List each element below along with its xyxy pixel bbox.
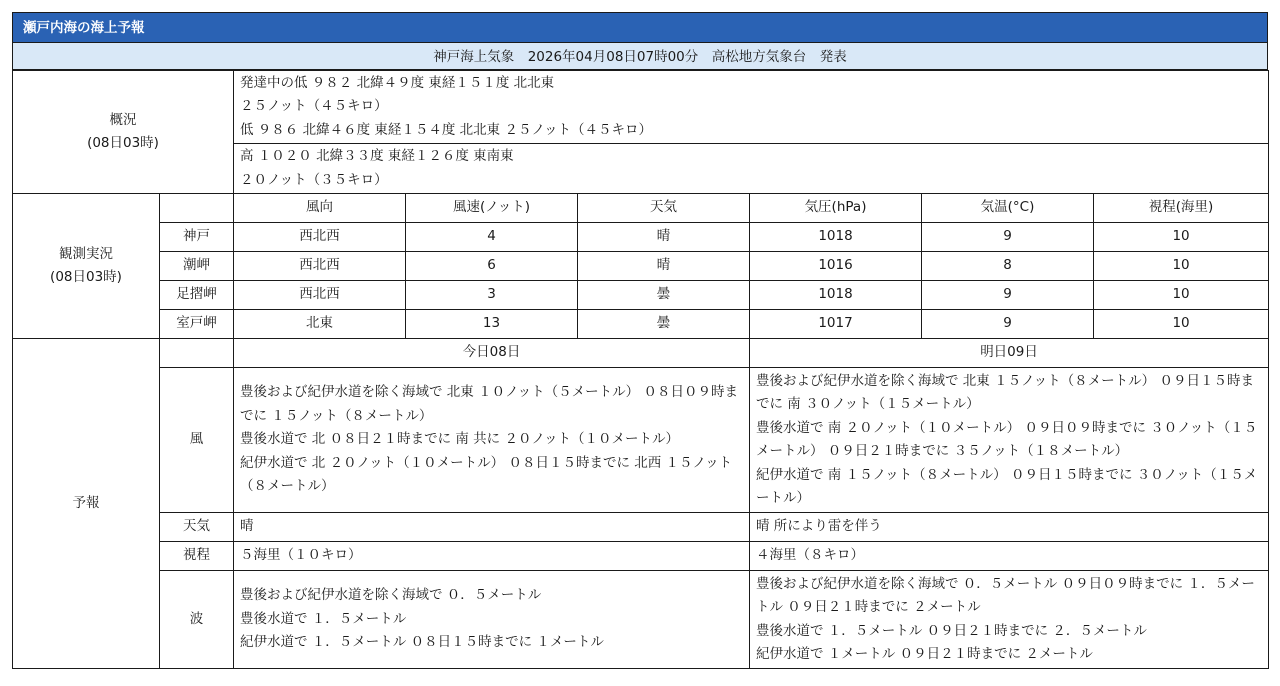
obs-cell: 1016 xyxy=(750,252,922,281)
forecast-line: 晴 xyxy=(240,518,254,535)
overview-label-cell xyxy=(13,71,234,194)
forecast-day2-cell xyxy=(750,571,1269,669)
forecast-row-label: 風 xyxy=(160,368,234,513)
obs-cell: 4 xyxy=(406,223,578,252)
forecast-row-waves xyxy=(13,571,1269,669)
observation-label-cell xyxy=(13,194,160,339)
forecast-line: 豊後および紀伊水道を除く海域で ０．５メートル xyxy=(240,587,542,604)
overview-block-1 xyxy=(234,71,1269,144)
obs-header: 天気 xyxy=(578,194,750,223)
forecast-day1-cell xyxy=(234,513,750,542)
page-title: 瀬戸内海の海上予報 xyxy=(12,12,1268,42)
obs-cell: 西北西 xyxy=(234,252,406,281)
forecast-day1-cell xyxy=(234,542,750,571)
station-name: 神戸 xyxy=(160,223,234,252)
forecast-line: 豊後および紀伊水道を除く海域で 北東 １０ノット（５メートル） ０８日０９時までに １５ノット（８メートル） xyxy=(240,384,738,424)
obs-cell: 曇 xyxy=(578,281,750,310)
obs-cell: 1018 xyxy=(750,223,922,252)
obs-cell: 曇 xyxy=(578,310,750,339)
forecast-row-label: 天気 xyxy=(160,513,234,542)
table-row xyxy=(13,252,1269,281)
forecast-day1-header: 今日08日 xyxy=(234,339,750,368)
forecast-row-label: 波 xyxy=(160,571,234,669)
obs-cell: 9 xyxy=(922,223,1094,252)
forecast-row-label: 視程 xyxy=(160,542,234,571)
issuance-subtitle: 神戸海上気象 2026年04月08日07時00分 高松地方気象台 発表 xyxy=(12,42,1268,70)
obs-cell: 1018 xyxy=(750,281,922,310)
obs-header: 視程(海里) xyxy=(1094,194,1269,223)
station-name: 室戸岬 xyxy=(160,310,234,339)
overview-line: 低 ９８６ 北緯４６度 東経１５４度 北北東 ２５ノット（４５キロ） xyxy=(240,121,653,138)
forecast-row-weather xyxy=(13,513,1269,542)
forecast-label: 予報 xyxy=(13,339,160,669)
observation-time: (08日03時) xyxy=(50,269,122,285)
obs-cell: 10 xyxy=(1094,281,1269,310)
forecast-line: ５海里（１０キロ） xyxy=(240,547,362,564)
forecast-line: 豊後および紀伊水道を除く海域で 北東 １５ノット（８メートル） ０９日１５時までに 南 ３０ノット（１５メートル） xyxy=(756,372,1254,412)
forecast-day1-cell xyxy=(234,368,750,513)
forecast-day2-cell xyxy=(750,542,1269,571)
obs-cell: 北東 xyxy=(234,310,406,339)
obs-cell: 晴 xyxy=(578,223,750,252)
obs-cell: 8 xyxy=(922,252,1094,281)
forecast-line: 豊後水道で １．５メートル xyxy=(240,610,407,627)
forecast-line: 豊後および紀伊水道を除く海域で ０．５メートル ０９日０９時までに １．５メートル ０９日２１時までに ２メートル xyxy=(756,575,1255,615)
forecast-day2-cell xyxy=(750,368,1269,513)
obs-header: 気温(°C) xyxy=(922,194,1094,223)
obs-cell: 13 xyxy=(406,310,578,339)
table-row xyxy=(13,223,1269,252)
observation-label: 観測実況 xyxy=(59,245,113,262)
station-name: 潮岬 xyxy=(160,252,234,281)
forecast-line: 豊後水道で 北 ０８日２１時までに 南 共に ２０ノット（１０メートル） xyxy=(240,431,680,448)
obs-header: 気圧(hPa) xyxy=(750,194,922,223)
obs-header: 風速(ノット) xyxy=(406,194,578,223)
obs-header: 風向 xyxy=(234,194,406,223)
forecast-line: 晴 所により雷を伴う xyxy=(756,518,882,535)
obs-cell: 西北西 xyxy=(234,281,406,310)
obs-cell: 9 xyxy=(922,281,1094,310)
obs-cell: 晴 xyxy=(578,252,750,281)
forecast-row-visibility xyxy=(13,542,1269,571)
overview-line: 高 １０２０ 北緯３３度 東経１２６度 東南東 xyxy=(240,148,514,164)
forecast-line: ４海里（８キロ） xyxy=(756,547,865,564)
station-name: 足摺岬 xyxy=(160,281,234,310)
obs-cell: 10 xyxy=(1094,252,1269,281)
overview-block-2 xyxy=(234,144,1269,194)
forecast-day1-cell xyxy=(234,571,750,669)
observation-corner xyxy=(160,194,234,223)
forecast-line: 紀伊水道で １メートル ０９日２１時までに ２メートル xyxy=(756,646,1093,662)
forecast-day2-header: 明日09日 xyxy=(750,339,1269,368)
obs-cell: 6 xyxy=(406,252,578,281)
obs-cell: 10 xyxy=(1094,310,1269,339)
forecast-row-wind xyxy=(13,368,1269,513)
forecast-line: 豊後水道で １．５メートル ０９日２１時までに ２．５メートル xyxy=(756,622,1147,639)
obs-cell: 9 xyxy=(922,310,1094,339)
table-row xyxy=(13,310,1269,339)
forecast-table xyxy=(12,70,1269,669)
forecast-corner xyxy=(160,339,234,368)
obs-cell: 1017 xyxy=(750,310,922,339)
forecast-line: 紀伊水道で 南 １５ノット（８メートル） ０９日１５時までに ３０ノット（１５メートル） xyxy=(756,466,1258,506)
overview-label: 概況 xyxy=(109,111,137,128)
obs-cell: 10 xyxy=(1094,223,1269,252)
obs-cell: 西北西 xyxy=(234,223,406,252)
overview-line: ２０ノット（３５キロ） xyxy=(240,171,388,188)
table-row xyxy=(13,281,1269,310)
overview-line: ２５ノット（４５キロ） xyxy=(240,98,388,115)
forecast-frame xyxy=(12,12,1268,669)
forecast-line: 豊後水道で 南 ２０ノット（１０メートル） ０９日０９時までに ３０ノット（１５メートル） ０９日２１時までに ３５ノット（１８メートル） xyxy=(756,419,1258,459)
forecast-day2-cell xyxy=(750,513,1269,542)
forecast-line: 紀伊水道で １．５メートル ０８日１５時までに １メートル xyxy=(240,634,604,651)
overview-time: (08日03時) xyxy=(87,135,159,151)
obs-cell: 3 xyxy=(406,281,578,310)
overview-line: 発達中の低 ９８２ 北緯４９度 東経１５１度 北北東 xyxy=(240,74,555,91)
forecast-line: 紀伊水道で 北 ２０ノット（１０メートル） ０８日１５時までに 北西 １５ノット（８メートル） xyxy=(240,454,733,495)
